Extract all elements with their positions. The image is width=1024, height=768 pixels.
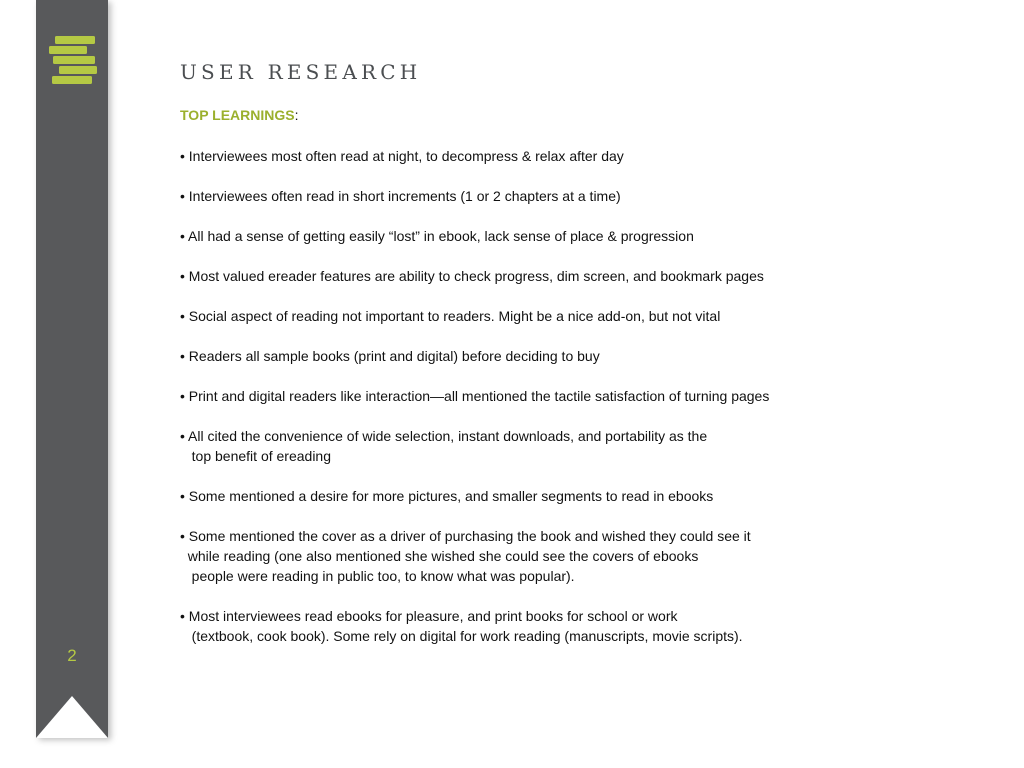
main-content	[180, 58, 980, 666]
learning-item: • Interviewees often read in short increments (1 or 2 chapters at a time)	[180, 188, 621, 204]
page-title: USER RESEARCH	[180, 60, 422, 84]
page-number: 2	[67, 646, 77, 665]
learning-item: • Some mentioned the cover as a driver of purchasing the book and wished they could see it while reading (one also mentioned she wished she could see the covers of ebooks people were reading in public too, to know what was popular).	[180, 528, 751, 584]
learning-item: • Most interviewees read ebooks for pleasure, and print books for school or work (textbook, cook book). Some rely on digital for work reading (manuscripts, movie scripts).	[180, 608, 743, 644]
learning-item: • Some mentioned a desire for more pictures, and smaller segments to read in ebooks	[180, 488, 714, 504]
ribbon-shape	[36, 0, 108, 738]
learning-item: • Interviewees most often read at night, to decompress & relax after day	[180, 148, 624, 164]
top-learnings-heading	[180, 106, 980, 124]
learning-item: • Social aspect of reading not important to readers. Might be a nice add-on, but not vital	[180, 308, 721, 324]
learning-item: • All cited the convenience of wide selection, instant downloads, and portability as the top benefit of ereading	[180, 428, 708, 464]
book-stack-logo-icon	[47, 35, 99, 87]
top-learnings-colon: :	[294, 107, 299, 123]
learning-item: • Print and digital readers like interaction—all mentioned the tactile satisfaction of turning pages	[180, 388, 770, 404]
learning-item: • Most valued ereader features are ability to check progress, dim screen, and bookmark pages	[180, 268, 764, 284]
sidebar-ribbon	[36, 0, 108, 738]
learning-item: • All had a sense of getting easily “lost” in ebook, lack sense of place & progression	[180, 228, 694, 244]
learning-item: • Readers all sample books (print and digital) before deciding to buy	[180, 348, 600, 364]
learnings-list	[180, 146, 980, 646]
top-learnings-label: TOP LEARNINGS	[180, 107, 295, 123]
